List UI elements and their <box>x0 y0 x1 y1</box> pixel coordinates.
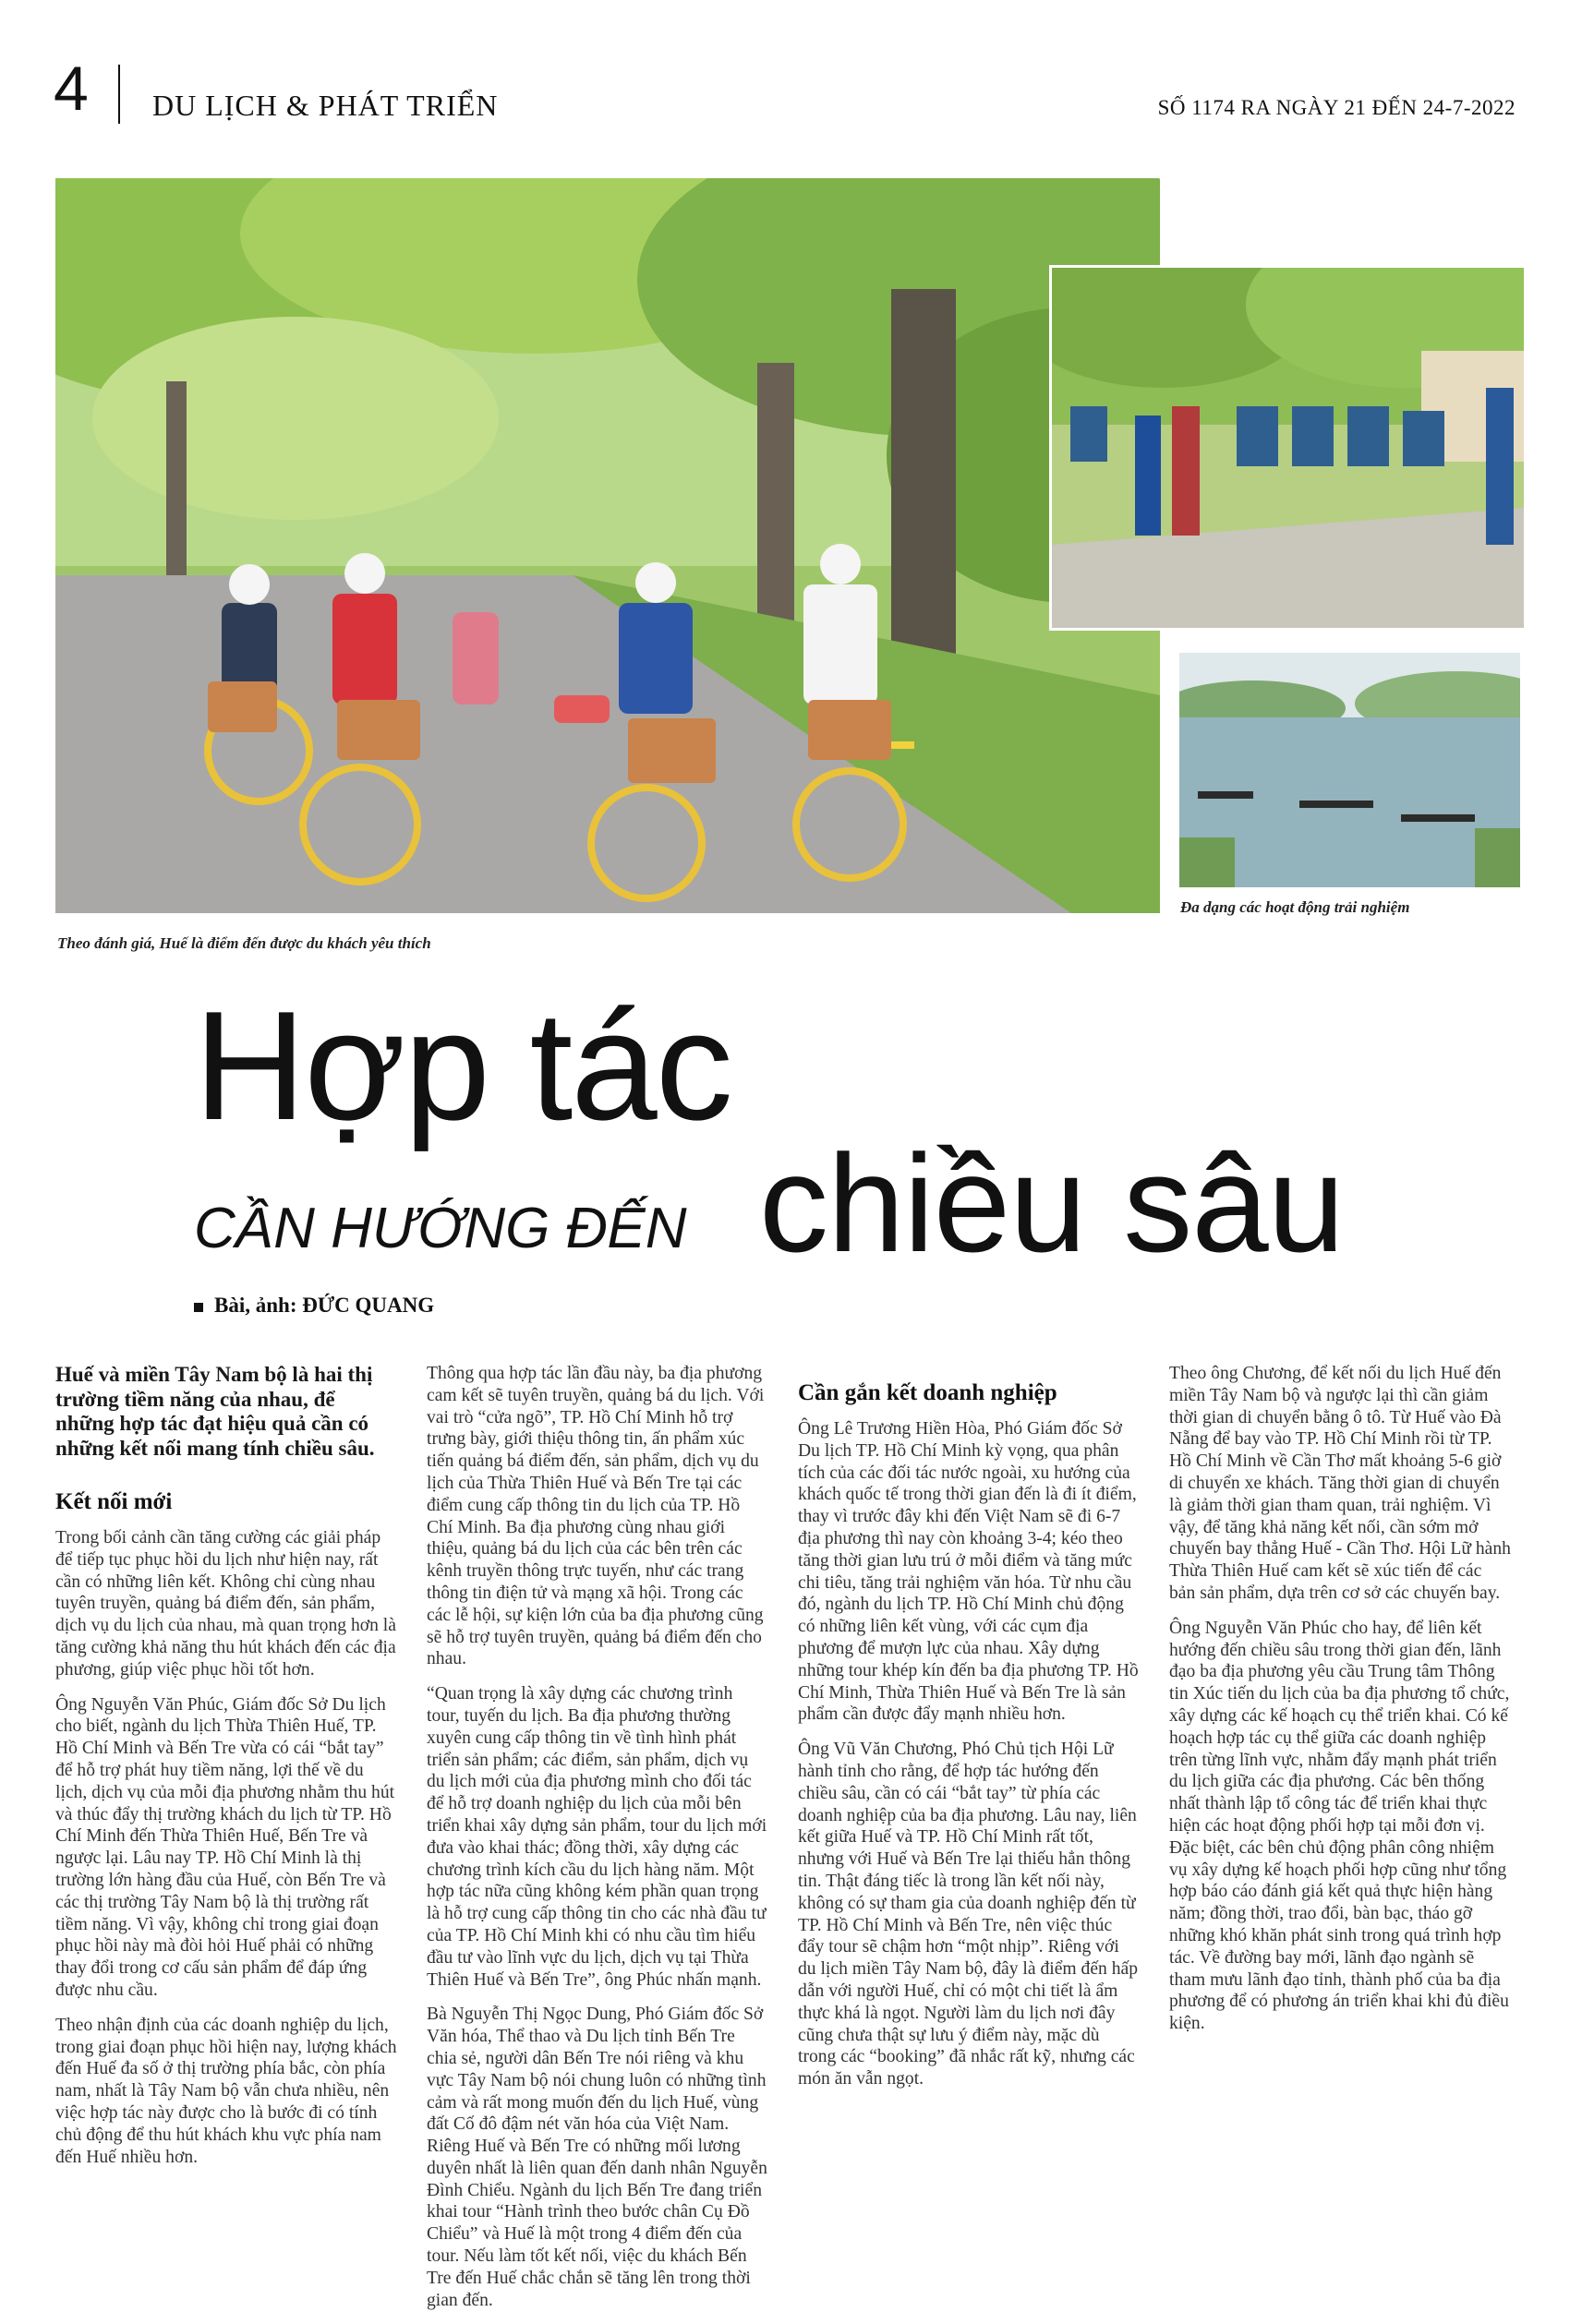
article-paragraph: Ông Lê Trương Hiền Hòa, Phó Giám đốc Sở Du lịch TP. Hồ Chí Minh kỳ vọng, qua phân tích của các đối tác nước ngoài, xu hướng của khách quốc tế trong thời gian đến là đi ít điểm, thay vì trước đây khi đến Việt Nam sẽ đi 6-7 địa phương thì nay còn khoảng 3-4; kéo theo tăng thời gian lưu trú ở mỗi điểm và tăng mức chi tiêu, tăng trải nghiệm văn hóa. Từ nhu cầu đó, ngành du lịch TP. Hồ Chí Minh chủ động có những liên kết vùng, với các cụm địa phương để mượn lực của nhau. Xây dựng những tour khép kín đến ba địa phương TP. Hồ Chí Minh, Thừa Thiên Huế và Bến Tre là sản phẩm cần được đẩy mạnh nhiều hơn. <box>798 1419 1139 1725</box>
headline-main: Hợp tác <box>194 979 731 1152</box>
subhead-ket-noi-moi: Kết nối mới <box>55 1489 173 1514</box>
article-lede: Huế và miền Tây Nam bộ là hai thị trường tiềm năng của nhau, để những hợp tác đạt hiệu quả cần có những kết nối mang tính chiều sâu. <box>55 1363 375 1460</box>
article-column-2 <box>427 1363 768 2324</box>
bullet-square-icon <box>194 1303 203 1312</box>
article-paragraph: Bà Nguyễn Thị Ngọc Dung, Phó Giám đốc Sở Văn hóa, Thể thao và Du lịch tỉnh Bến Tre chia sẻ, người dân Bến Tre nói riêng và khu vực Tây Nam bộ nói chung luôn có những tình cảm và rất mong muốn đến du lịch Huế, vùng đất Cố đô đậm nét văn hóa của Việt Nam. Riêng Huế và Bến Tre có những mối lương duyên nhất là liên quan đến danh nhân Nguyễn Đình Chiểu. Ngành du lịch Bến Tre đang triển khai tour “Hành trình theo bước chân Cụ Đồ Chiểu” và Huế là một trong 4 điểm đến của tour. Nếu làm tốt kết nối, việc du khách Bến Tre đến Huế chắc chắn sẽ tăng lên trong thời gian đến. <box>427 2005 767 2310</box>
article-paragraph: Ông Nguyễn Văn Phúc, Giám đốc Sở Du lịch cho biết, ngành du lịch Thừa Thiên Huế, TP. Hồ Chí Minh và Bến Tre vừa có cái “bắt tay” để hỗ trợ phát huy tiềm năng, lợi thế về du lịch, dịch vụ của mỗi địa phương nhằm thu hút và thúc đẩy thị trường khách du lịch từ TP. Hồ Chí Minh đến Thừa Thiên Huế, Bến Tre và ngược lại. Lâu nay TP. Hồ Chí Minh là thị trường lớn hàng đầu của Huế, còn Bến Tre và các thị trường Tây Nam bộ là thị trường rất tiềm năng. Vì vậy, không chỉ trong giai đoạn phục hồi này mà đòi hỏi Huế phải có những thay đổi trong cơ cấu sản phẩm để đáp ứng được nhu cầu. <box>55 1694 395 2000</box>
article-paragraph: Trong bối cảnh cần tăng cường các giải pháp để tiếp tục phục hồi du lịch như hiện nay, rất cần có những liên kết. Không chỉ cùng nhau tuyên truyền, quảng bá điểm đến, sản phẩm, dịch vụ du lịch của nhau, mà quan trọng hơn là tăng cường khả năng thu hút khách đến các địa phương, giúp việc phục hồi tốt hơn. <box>55 1528 396 1680</box>
headline-sub: CẦN HƯỚNG ĐẾN <box>194 1197 687 1260</box>
page-number: 4 <box>54 54 89 124</box>
side-photo-caption: Đa dạng các hoạt động trải nghiệm <box>1180 898 1410 916</box>
article-paragraph: Theo nhận định của các doanh nghiệp du lịch, trong giai đoạn phục hồi hiện nay, lượng khách đến Huế đa số ở thị trường phía bắc, còn phía nam, nhất là Tây Nam bộ vẫn chưa nhiều, nên việc hợp tác này được cho là bước đi có tính chủ động để thu hút khách khu vực phía nam đến Huế nhiều hơn. <box>55 2015 397 2167</box>
headline-secondary: chiều sâu <box>759 1126 1345 1281</box>
issue-date: SỐ 1174 RA NGÀY 21 ĐẾN 24-7-2022 <box>1157 96 1516 119</box>
article-paragraph: Ông Nguyễn Văn Phúc cho hay, để liên kết hướng đến chiều sâu trong thời gian đến, lãnh đạo ba địa phương yêu cầu Trung tâm Thông tin Xúc tiến du lịch của ba địa phương tổ chức, xây dựng các kế hoạch cụ thể triển khai. Có kế hoạch hợp tác cụ thể giữa các doanh nghiệp trên từng lĩnh vực, nhằm đẩy mạnh phát triển du lịch giữa các địa phương. Các bên thống nhất thành lập tổ công tác để triển khai thực hiện các hoạt động phối hợp tại mỗi đơn vị. Đặc biệt, các bên chủ động phân công nhiệm vụ xây dựng kế hoạch phối hợp cũng như tổng hợp báo cáo đánh giá kết quả thực hiện hàng năm; đồng thời, trao đổi, bàn bạc, tháo gỡ những khó khăn phát sinh trong quá trình hợp tác. Về đường bay mới, lãnh đạo ngành sẽ tham mưu lãnh đạo tỉnh, thành phố của ba địa phương để có phương án triển khai khi đủ điều kiện. <box>1169 1618 1510 2034</box>
header-divider <box>118 65 120 124</box>
river-boats-photo <box>1179 653 1520 887</box>
article-column-1 <box>55 1363 397 2181</box>
byline <box>194 1294 434 1318</box>
byline-text: Bài, ảnh: ĐỨC QUANG <box>214 1294 435 1317</box>
article-paragraph: “Quan trọng là xây dựng các chương trình tour, tuyến du lịch. Ba địa phương thường xuyên cung cấp thông tin về tình hình phát triển sản phẩm; các điểm, sản phẩm, dịch vụ du lịch mới của địa phương mình cho đối tác để hỗ trợ doanh nghiệp du lịch của mỗi bên triển khai xây dựng sản phẩm, tour du lịch mới đưa vào khai thác; đồng thời, xây dựng các chương trình kích cầu du lịch hàng năm. Một hợp tác nữa cũng không kém phần quan trọng là hỗ trợ cung cấp thông tin cho các nhà đầu tư của TP. Hồ Chí Minh khi có nhu cầu tìm hiểu đầu tư vào lĩnh vực du lịch, dịch vụ tại Thừa Thiên Huế và Bến Tre”, ông Phúc nhấn mạnh. <box>427 1684 767 1990</box>
article-paragraph: Thông qua hợp tác lần đầu này, ba địa phương cam kết sẽ tuyên truyền, quảng bá du lịch. Với vai trò “cửa ngõ”, TP. Hồ Chí Minh hỗ trợ trưng bày, giới thiệu thông tin, ấn phẩm xúc tiến quảng bá điểm đến, sản phẩm, dịch vụ du lịch của Thừa Thiên Huế và Bến Tre tại các điểm cung cấp thông tin du lịch của TP. Hồ Chí Minh. Ba địa phương cùng nhau giới thiệu, quảng bá du lịch của các bên trên các kênh truyền thông trực tuyến, như các trang thông tin điện tử và mạng xã hội. Trong các các lễ hội, sự kiện lớn của ba địa phương cũng sẽ hỗ trợ tuyên truyền, quảng bá điểm đến cho nhau. <box>427 1364 765 1669</box>
main-photo-caption: Theo đánh giá, Huế là điểm đến được du khách yêu thích <box>57 934 431 952</box>
main-photo-cyclists <box>55 178 1160 913</box>
exhibition-photo <box>1049 265 1527 631</box>
article-paragraph: Theo ông Chương, để kết nối du lịch Huế đến miền Tây Nam bộ và ngược lại thì cần giảm thời gian di chuyển bằng ô tô. Từ Huế vào Đà Nẵng để bay vào TP. Hồ Chí Minh rồi từ TP. Hồ Chí Minh về Cần Thơ mất khoảng 5-6 giờ di chuyển xe khách. Tăng thời gian di chuyển là giảm thời gian tham quan, trải nghiệm. Vì vậy, để tăng khả năng kết nối, cần sớm mở chuyến bay thẳng Huế - Cần Thơ. Hội Lữ hành Thừa Thiên Huế cam kết sẽ xúc tiến để các bản sản phẩm, dựa trên cơ sở các chuyến bay. <box>1169 1364 1511 1603</box>
subhead-gan-ket-doanh-nghiep: Cần gắn kết doanh nghiệp <box>798 1380 1057 1405</box>
article-column-3 <box>798 1363 1140 2103</box>
article-paragraph: Ông Vũ Văn Chương, Phó Chủ tịch Hội Lữ hành tỉnh cho rằng, để hợp tác hướng đến chiều sâu, cần có cái “bắt tay” từ phía các doanh nghiệp của ba địa phương. Lâu nay, liên kết giữa Huế và TP. Hồ Chí Minh rất tốt, nhưng với Huế và Bến Tre lại thiếu hẳn thông tin. Thật đáng tiếc là trong lần kết nối này, không có sự tham gia của doanh nghiệp đến từ TP. Hồ Chí Minh và Bến Tre, nên việc thúc đẩy tour sẽ chậm hơn “một nhịp”. Riêng với du lịch miền Tây Nam bộ, đây là điểm đến hấp dẫn với người Huế, chỉ có một chi tiết là ẩm thực khá là ngọt. Người làm du lịch nơi đây cũng chưa thật sự lưu ý điểm này, mặc dù trong các “booking” đã nhắc rất kỹ, nhưng các món ăn vẫn ngọt. <box>798 1740 1139 2089</box>
section-title: DU LỊCH & PHÁT TRIỂN <box>152 89 499 122</box>
article-column-4 <box>1169 1363 1511 2048</box>
